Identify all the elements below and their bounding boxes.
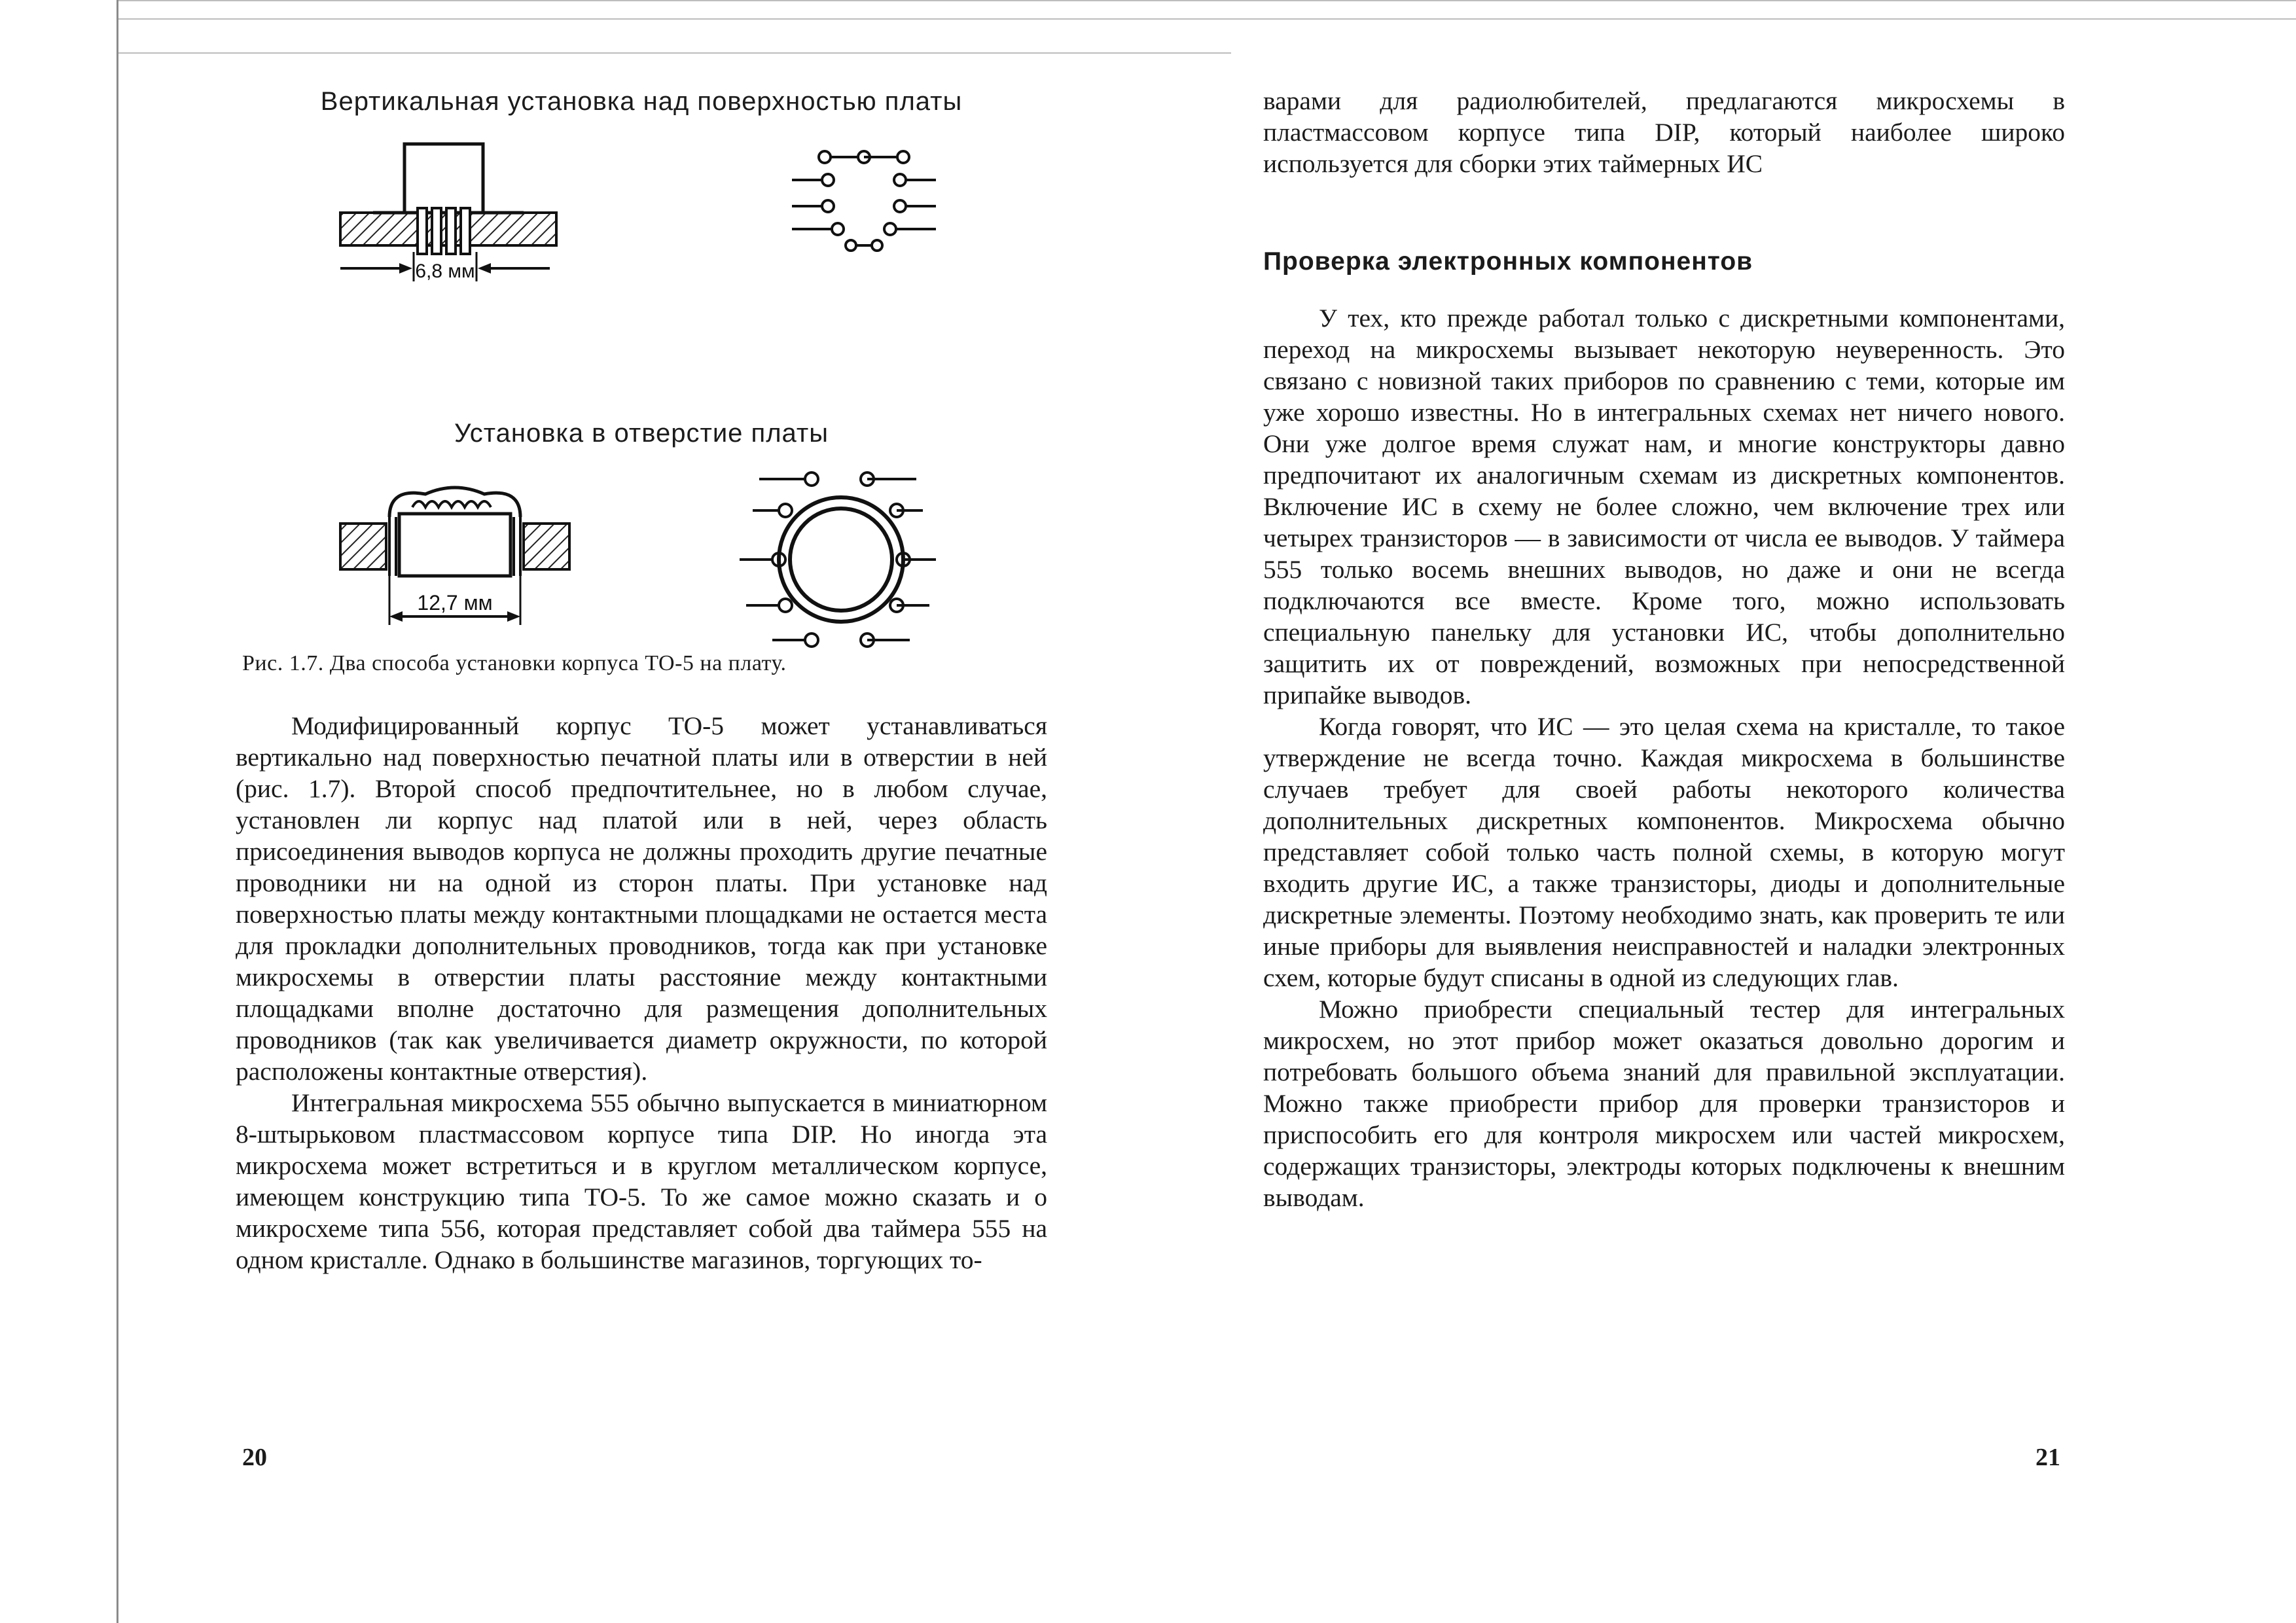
vertical-mount-pad-layout [779,137,949,255]
right-top-text [1263,85,2065,179]
hole-mount-diagram [327,478,589,628]
paragraph: Когда говорят, что ИС — это целая схема на кристалле, то такое утверждение не всегда точно. Каждая микросхема в большинстве случаев требует для своей работы некоторого количества дополнительных дискретных компонентов. Микросхема обычно представляет собой только часть полной схемы, в которую могут входить другие ИС, а также транзисторы, диоды и дополнительные дискретные элементы. Поэтому необходимо знать, как проверить те или иные приборы для выявления неисправностей и наладки электронных схем, которые будут списаны в одной из следующих глав. [1263,712,2065,992]
figure-title-hole: Установка в отверстие платы [454,419,829,448]
paragraph: Можно приобрести специальный тестер для интегральных микросхем, но этот прибор может оказаться довольно дорогим и потребовать большого объема знаний для правильной эксплуатации. Можно также приобрести прибор для проверки транзисторов и приспособить его для контроля микросхем или частей микросхем, содержащих транзисторы, электроды которых подключены к внешним выводам. [1263,995,2065,1212]
binding-margin-line [117,0,118,1623]
ruled-line [118,0,2296,1]
paragraph: Интегральная микросхема 555 обычно выпускается в миниатюрном 8-штырьковом пластмассовом корпусе типа DIP. Но иногда эта микросхема может встретиться и в круглом металлическом корпусе, имеющем конструкцию типа ТО-5. То же самое можно сказать и о микросхеме типа 556, которая представляет собой два таймера 555 на одном кристалле. Однако в большинстве магазинов, торгующих то- [236,1088,1047,1274]
page-number: 20 [242,1444,267,1471]
figure-title-vertical: Вертикальная установка над поверхностью платы [320,87,963,116]
dimension-label-6-8: 6,8 мм [415,260,475,282]
paragraph: У тех, кто прежде работал только с дискретными компонентами, переход на микросхемы вызывает некоторую неуверенность. Это связано с новизной таких приборов по сравнению с теми, которые им уже хорошо известны. Но в интегральных схемах нет ничего нового. Они уже долгое время служат нам, и многие конструкторы давно предпочитают их аналогичным схемам из дискретных компонентов. Включение ИС в схему не более сложно, чем включение трех или четырех транзисторов — в зависимости от числа ее выводов. У таймера 555 только восемь внешних выводов, но даже и они не всегда подключаются все вместе. Кроме того, можно использовать специальную панельку для установки ИС, чтобы дополнительно защитить их от повреждений, возможных при непосредственной припайке выводов. [1263,304,2065,709]
paragraph: Модифицированный корпус ТО-5 может устанавливаться вертикально над поверхностью печатной платы или в отверстии в ней (рис. 1.7). Второй способ предпочтительнее, но в любом случае, установлен ли корпус над платой или в ней, через область присоединения выводов корпуса не должны проходить другие печатные проводники ни на одной из сторон платы. При установке над поверхностью платы между контактными площадками не остается места для прокладки дополнительных проводников, тогда как при установке микросхемы в отверстии платы расстояние между контактными площадками вполне достаточно для размещения дополнительных проводников (так как увеличивается диаметр окружности, по которой расположены контактные отверстия). [236,711,1047,1086]
page-number: 21 [2036,1444,2060,1471]
paragraph: варами для радиолюбителей, предлагаются микросхемы в пластмассовом корпусе типа DIP, который наиболее широко используется для сборки этих таймерных ИС [1263,86,2065,178]
vertical-mount-diagram [327,137,576,288]
hole-mount-pad-layout [720,465,969,654]
ruled-line [118,52,1231,54]
dimension-label-12-7: 12,7 мм [417,591,493,615]
right-body-text [1263,302,2065,1213]
section-heading: Проверка электронных компонентов [1263,247,1753,276]
left-body-text [236,710,1047,1275]
ruled-line [118,18,2296,20]
figure-caption: Рис. 1.7. Два способа установки корпуса ТО-5 на плату. [242,651,787,675]
